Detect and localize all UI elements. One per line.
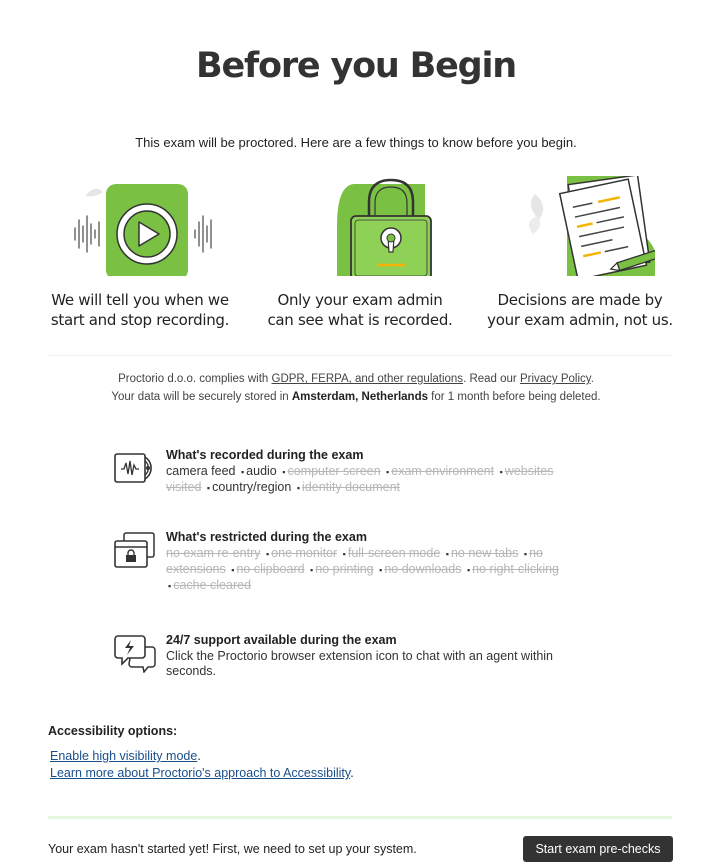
bullet-separator: ▪ [240, 467, 245, 477]
bullet-separator: ▪ [168, 581, 172, 591]
permission-item: no right-clicking [472, 562, 559, 576]
lock-window-icon [112, 530, 158, 570]
bullet-separator: ▪ [231, 565, 235, 575]
section-divider [48, 355, 672, 356]
bullet-separator: ▪ [265, 549, 270, 559]
permission-item: no exam re-entry [166, 546, 261, 560]
permission-item: cache cleared [173, 578, 252, 592]
feature-decisions [470, 176, 690, 330]
accessibility-approach-link[interactable]: Learn more about Proctorio's approach to Accessibility [50, 766, 351, 780]
permission-item: one monitor [271, 546, 338, 560]
footer-divider [48, 816, 672, 819]
document-pen-icon [505, 176, 655, 276]
restricted-list [166, 546, 582, 594]
permission-item: no clipboard [236, 562, 305, 576]
support-section [112, 633, 582, 679]
privacy-policy-link[interactable]: Privacy Policy [519, 373, 591, 385]
restricted-heading: What's restricted during the exam [166, 530, 367, 544]
permission-item: websites visited [166, 464, 554, 494]
bullet-separator: ▪ [206, 483, 211, 493]
bullet-separator: ▪ [386, 467, 390, 477]
high-visibility-link[interactable]: Enable high visibility mode [50, 749, 198, 763]
bullet-separator: ▪ [282, 467, 286, 477]
page-title: Before you Begin [195, 46, 517, 86]
bullet-separator: ▪ [499, 467, 503, 477]
permission-item: exam environment [391, 464, 495, 478]
permission-item: no new tabs [450, 546, 519, 560]
support-heading: 24/7 support available during the exam [166, 633, 397, 647]
feature-recording [30, 176, 250, 330]
feature-caption: Only your exam admin can see what is recorded. [267, 291, 453, 329]
permission-item: no downloads [384, 562, 462, 576]
bullet-separator: ▪ [296, 483, 301, 493]
exam-status-text: Your exam hasn't started yet! First, we need to set up your system. [48, 842, 417, 856]
permission-item: camera feed [166, 464, 236, 478]
bullet-separator: ▪ [379, 565, 383, 575]
padlock-icon [285, 176, 435, 276]
restricted-section [112, 530, 582, 594]
recording-play-icon [65, 176, 215, 276]
permission-item: audio [246, 464, 277, 478]
feature-caption: Decisions are made by your exam admin, not us. [487, 291, 673, 329]
recorded-list [166, 464, 582, 496]
permission-item: no printing [315, 562, 374, 576]
accessibility-links: Enable high visibility mode. Learn more about Proctorio's approach to Accessibility. [50, 749, 354, 780]
intro-text: This exam will be proctored. Here are a few things to know before you begin. [135, 135, 577, 150]
bullet-separator: ▪ [523, 549, 528, 559]
permission-item: identity document [302, 480, 401, 494]
compliance-notice: Proctorio d.o.o. complies with GDPR, FERPA, and other regulations. Read our Privacy Policy. Your data will be securely stored in Amsterdam, Netherlands for 1 month before being deleted. [111, 373, 601, 403]
start-prechecks-button[interactable]: Start exam pre-checks [523, 836, 673, 862]
feature-caption: We will tell you when we start and stop recording. [50, 291, 230, 329]
permission-item: no extensions [166, 546, 543, 576]
bullet-separator: ▪ [466, 565, 471, 575]
recorded-section [112, 448, 582, 496]
recording-icon [112, 448, 158, 488]
support-text: Click the Proctorio browser extension icon to chat with an agent within seconds. [166, 649, 553, 678]
storage-location: Amsterdam, Netherlands [291, 391, 428, 403]
accessibility-title: Accessibility options: [48, 724, 178, 738]
recorded-heading: What's recorded during the exam [166, 448, 364, 462]
permission-item: full-screen mode [347, 546, 441, 560]
bullet-separator: ▪ [310, 565, 314, 575]
bullet-separator: ▪ [342, 549, 346, 559]
bullet-separator: ▪ [445, 549, 449, 559]
feature-privacy [250, 176, 470, 330]
regulations-link[interactable]: GDPR, FERPA, and other regulations [271, 373, 464, 385]
permission-item: country/region [212, 480, 292, 494]
chat-support-icon [112, 633, 158, 673]
permission-item: computer screen [287, 464, 381, 478]
